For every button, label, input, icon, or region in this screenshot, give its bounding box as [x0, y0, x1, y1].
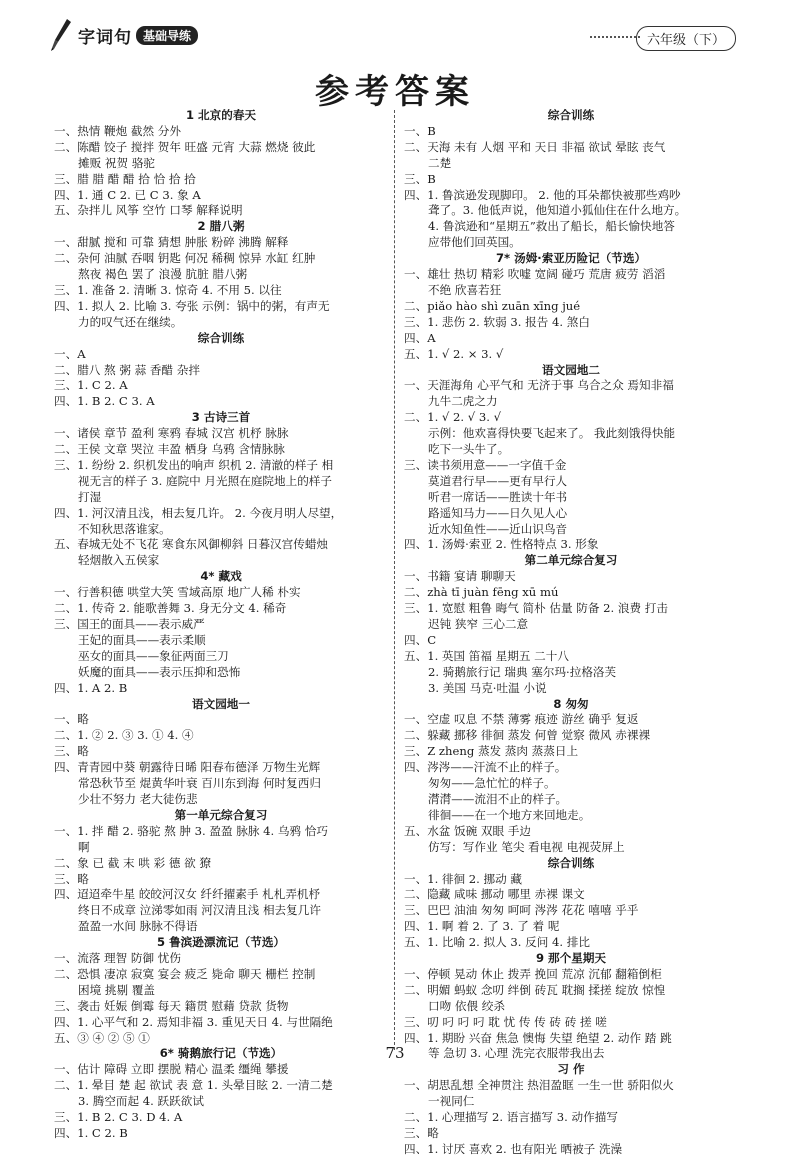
answer-line: 徘徊——在一个地方来回地走。 [428, 807, 591, 822]
answer-line: 一、诸侯 章节 盈利 寒鸦 春城 汉宫 机杼 脉脉 [54, 426, 289, 441]
answer-line: 一、天涯海角 心平气和 无济于事 乌合之众 焉知非福 [404, 378, 674, 393]
answer-line: 五、春城无处不飞花 寒食东风御柳斜 日暮汉宫传蜡烛 [54, 537, 329, 552]
answer-line: 二、躲藏 挪移 徘徊 蒸发 何曾 觉察 微风 赤裸裸 [404, 728, 651, 743]
section-heading: 6* 骑鹅旅行记（节选） [159, 1046, 283, 1061]
answer-line: 4. 鲁滨逊和“星期五”救出了船长，船长愉快地答 [428, 219, 675, 234]
section-heading: 1 北京的春天 [185, 108, 257, 122]
answer-line: 四、1. 汤姆·索亚 2. 性格特点 3. 形象 [404, 537, 599, 552]
section-heading: 第二单元综合复习 [524, 553, 618, 568]
column-divider [394, 110, 395, 1050]
answer-line: 三、略 [404, 1126, 439, 1140]
answer-line: 三、1. 宽慰 粗鲁 晦气 简朴 估量 防备 2. 浪费 打击 [404, 601, 668, 616]
answer-line: 常恐秋节至 焜黄华叶衰 百川东到海 何时复西归 [78, 776, 321, 791]
answer-line: 吃下一头牛了。 [428, 442, 510, 457]
answer-line: 一、行善积德 哄堂大笑 雪域高原 地广人稀 朴实 [54, 585, 301, 600]
answer-line: 四、1. 讨厌 喜欢 2. 也有阳光 晒被子 洗澡 [404, 1141, 623, 1156]
answer-line: 一、书籍 宴请 聊聊天 [404, 569, 516, 584]
answer-line: 一、1. 徘徊 2. 挪动 藏 [404, 871, 523, 886]
answer-line: 二、1. 传奇 2. 能歌善舞 3. 身无分文 4. 稀奇 [54, 601, 287, 616]
brush-pen-icon [50, 18, 72, 52]
answer-line: 二楚 [428, 155, 452, 170]
answer-line: 一、胡思乱想 全神贯注 热泪盈眶 一生一世 骄阳似火 [404, 1078, 674, 1093]
section-heading: 4* 藏戏 [200, 569, 242, 584]
answer-line: 四、1. 啊 着 2. 了 3. 了 着 呢 [404, 919, 560, 934]
answer-line: 三、1. 准备 2. 清晰 3. 惊奇 4. 不用 5. 以往 [54, 282, 282, 297]
answer-line: 二、陈醋 饺子 搅拌 贺年 旺盛 元宵 大蒜 燃烧 彼此 [54, 139, 316, 154]
answer-line: 四、1. 拟人 2. 比喻 3. 夸张 示例：锅中的粥，有声无 [54, 298, 330, 313]
answer-line: 三、腊 腊 醋 醋 拾 恰 拾 拾 [54, 171, 196, 186]
section-heading: 3 古诗三首 [191, 410, 251, 425]
section-heading: 5 鲁滨逊漂流记（节选） [156, 935, 286, 950]
answer-line: 三、1. B 2. C 3. D 4. A [54, 1110, 183, 1125]
answer-line: 二、1. 晕目 楚 起 欲试 表 意 1. 头晕目眩 2. 一清二楚 [54, 1078, 333, 1093]
answer-line: 二、1. 心理描写 2. 语言描写 3. 动作描写 [404, 1110, 618, 1125]
answer-line: 一、B [404, 123, 436, 138]
answer-line: 二、隐藏 咸味 挪动 哪里 赤裸 课文 [404, 887, 585, 902]
answer-line: 不知秋思落谁家。 [78, 521, 171, 536]
answer-line: 四、1. A 2. B [54, 680, 128, 695]
answer-line: 一、略 [54, 712, 89, 727]
answer-line: 四、1. 河汉清且浅，相去复几许。 2. 今夜月明人尽望， [54, 505, 343, 520]
answer-line: 二、zhà tī juàn fēng xū mú [404, 585, 559, 600]
answer-line: 示例：他欢喜得快要飞起来了。 我此刻饿得快能 [428, 426, 676, 441]
answer-line: 近水知鱼性——近山识鸟音 [428, 521, 568, 536]
section-heading: 9 那个星期天 [535, 951, 607, 966]
brand-badge: 基础导练 [136, 26, 198, 45]
answer-line: 二、象 已 截 末 哄 彩 德 欲 獠 [54, 855, 212, 870]
answer-line: 二、piǎo hào shì zuān xīng jué [404, 298, 581, 313]
answer-line: 四、1. B 2. C 3. A [54, 394, 155, 409]
section-heading: 第一单元综合复习 [174, 807, 268, 822]
answer-line: 莫道君行早——更有早行人 [428, 473, 568, 488]
answer-line: 3. 腾空而起 4. 跃跃欲试 [78, 1094, 204, 1109]
section-heading: 习 作 [557, 1062, 585, 1077]
answer-line: 一、A [54, 346, 86, 361]
answer-line: 轻烟散入五侯家 [78, 553, 160, 568]
grade-label: 六年级（下） [636, 26, 736, 51]
answer-line: 三、国王的面具——表示威严 [54, 617, 205, 631]
answers-left-column [54, 108, 388, 1142]
answer-line: 一、估计 障碍 立即 摆脱 精心 温柔 缰绳 攀援 [54, 1062, 289, 1077]
answers-right-column [404, 108, 738, 1158]
answer-line: 匆匆——急忙忙的样子。 [428, 776, 556, 791]
section-heading: 语文园地一 [192, 696, 250, 711]
answer-line: 三、略 [54, 744, 89, 759]
answer-line: 二、1. ② 2. ③ 3. ① 4. ④ [54, 728, 194, 743]
answer-line: 四、C [404, 632, 437, 647]
answer-line: 打湿 [78, 489, 102, 504]
answer-line: 聋了。3. 他低声说，他知道小狐仙住在什么地方。 [428, 203, 687, 218]
answer-line: 一、流落 理智 防御 忧伤 [54, 951, 181, 966]
answer-line: 盈盈一水间 脉脉不得语 [78, 919, 198, 934]
page-number: 73 [385, 1044, 405, 1062]
section-heading: 语文园地二 [542, 362, 600, 377]
answer-line: 一、停顿 晃动 休止 拨弄 挽回 荒凉 沉郁 翻箱倒柜 [404, 966, 662, 981]
brand-name: 字词句 [78, 27, 132, 48]
answer-line: 不绝 欣喜若狂 [428, 282, 502, 297]
answer-line: 三、巴巴 油油 匆匆 呵呵 涔涔 花花 嘻嘻 乎乎 [404, 903, 639, 918]
answer-line: 二、腊八 熬 粥 蒜 香醋 杂拌 [54, 362, 200, 377]
answer-line: 三、Z zheng 蒸发 蒸肉 蒸蒸日上 [404, 744, 579, 759]
answer-line: 力的叹气还在继续。 [78, 314, 183, 329]
section-heading: 综合训练 [547, 108, 595, 122]
answer-line: 三、略 [54, 871, 89, 886]
answer-line: 五、杂拌儿 风筝 空竹 口琴 解释说明 [54, 203, 243, 218]
answer-line: 巫女的面具——象征两面三刀 [78, 648, 229, 663]
answer-line: 王妃的面具——表示柔顺 [78, 632, 206, 647]
answer-line: 五、1. 比喻 2. 拟人 3. 反问 4. 排比 [404, 935, 590, 950]
answer-line: 3. 美国 马克·吐温 小说 [428, 680, 547, 695]
answer-line: 少壮不努力 老大徒伤悲 [78, 791, 198, 806]
answer-line: 三、1. 纷纷 2. 织机发出的响声 织机 2. 清澈的样子 相 [54, 457, 334, 472]
answer-line: 九牛二虎之力 [428, 394, 498, 409]
section-heading: 7* 汤姆·索亚历险记（节选） [495, 251, 647, 266]
answer-line: 一、空虚 叹息 不禁 薄雾 痕迹 游丝 确乎 复返 [404, 712, 639, 727]
answer-line: 2. 骑鹅旅行记 瑞典 塞尔玛·拉格洛芙 [428, 664, 617, 679]
answer-line: 等 急切 3. 心理 洗完衣服带我出去 [428, 1046, 605, 1061]
answer-line: 四、迢迢牵牛星 皎皎河汉女 纤纤擢素手 札札弄机杼 [54, 887, 321, 902]
answer-line: 五、③ ④ ② ⑤ ① [54, 1030, 150, 1045]
page-title: 参考答案 [315, 72, 475, 112]
answer-line: 四、涔涔——汗流不止的样子。 [404, 760, 567, 775]
section-heading: 综合训练 [197, 330, 245, 345]
answer-line: 口吻 依偎 绞杀 [428, 998, 505, 1013]
answer-line: 四、1. 鲁滨逊发现脚印。 2. 他的耳朵都快被那些鸡吵 [404, 187, 681, 202]
answer-line: 困境 挑剔 覆盖 [78, 982, 155, 997]
answer-line: 四、1. 心平气和 2. 焉知非福 3. 重见天日 4. 与世隔绝 [54, 1014, 333, 1029]
answer-line: 一、雄壮 热切 精彩 吹嘘 宽阔 碰巧 荒唐 疲劳 滔滔 [404, 267, 666, 282]
section-heading: 8 匆匆 [553, 696, 589, 711]
answer-line: 路遥知马力——日久见人心 [428, 505, 568, 520]
page-header [0, 0, 790, 60]
answer-line: 听君一席话——胜读十年书 [428, 489, 568, 504]
answer-line: 终日不成章 泣涕零如雨 河汉清且浅 相去复几许 [78, 903, 321, 918]
answer-line: 三、叨 叼 叼 叼 耽 忧 传 传 砖 砖 搓 嗟 [404, 1014, 607, 1029]
answer-line: 视无言的样子 3. 庭院中 月光照在庭院地上的样子 [78, 473, 332, 488]
answer-line: 潸潸——流泪不止的样子。 [428, 791, 568, 806]
answer-line: 仿写：写作业 笔尖 看电视 电视荧屏上 [428, 839, 625, 854]
answer-line: 二、王侯 文章 哭泣 丰盈 栖身 乌鸦 含情脉脉 [54, 442, 285, 457]
answer-line: 三、B [404, 171, 436, 186]
answer-line: 二、恐惧 凄凉 寂寞 宴会 疲乏 毙命 聊天 栅栏 控制 [54, 966, 316, 981]
answer-line: 一、1. 拌 醋 2. 骆驼 熬 肿 3. 盈盈 脉脉 4. 乌鸦 恰巧 [54, 823, 328, 838]
answer-line: 摊贩 祝贺 骆驼 [78, 155, 155, 170]
answer-line: 四、青青园中葵 朝露待日晞 阳春布德泽 万物生光辉 [54, 760, 321, 775]
answer-line: 一、甜腻 搅和 可靠 猜想 肿胀 粉碎 沸腾 解释 [54, 235, 289, 250]
answer-line: 二、天海 未有 人烟 平和 天日 非福 欲试 晕眩 丧气 [404, 139, 666, 154]
answer-line: 熬夜 褐色 罢了 浪漫 肮脏 腊八粥 [78, 267, 248, 282]
answer-line: 五、1. 英国 笛福 星期五 二十八 [404, 648, 569, 663]
answer-line: 三、读书须用意——一字值千金 [404, 457, 567, 472]
answer-line: 四、A [404, 330, 436, 345]
answer-line: 妖魔的面具——表示压抑和恐怖 [78, 664, 241, 679]
answer-line: 迟钝 狭窄 三心二意 [428, 617, 529, 631]
section-heading: 综合训练 [547, 855, 595, 870]
answer-line: 三、1. 悲伤 2. 软弱 3. 报告 4. 煞白 [404, 314, 590, 329]
answer-line: 二、杂何 油腻 吞咽 钥匙 何况 稀稠 惊异 水缸 红肿 [54, 251, 316, 266]
answer-line: 三、1. C 2. A [54, 378, 128, 393]
answer-line: 三、袭击 妊娠 倒霉 每天 籍贯 慰藉 贷款 货物 [54, 998, 289, 1013]
header-dots [590, 36, 640, 38]
answer-line: 一视同仁 [428, 1094, 475, 1109]
answer-line: 啊 [78, 839, 90, 854]
answer-line: 一、热情 鞭炮 截然 分外 [54, 123, 181, 138]
answer-line: 五、水盆 饭碗 双眼 手边 [404, 823, 531, 838]
brand [50, 18, 198, 52]
answer-line: 二、1. √ 2. √ 3. √ [404, 410, 501, 425]
answer-line: 四、1. 通 C 2. 已 C 3. 象 A [54, 187, 201, 202]
answer-line: 四、1. 期盼 兴奋 焦急 懊悔 失望 绝望 2. 动作 踏 跳 [404, 1030, 672, 1045]
answer-line: 五、1. √ 2. × 3. √ [404, 346, 504, 361]
answer-line: 四、1. C 2. B [54, 1126, 128, 1140]
section-heading: 2 腊八粥 [197, 219, 245, 234]
answer-line: 应带他们回英国。 [428, 235, 521, 250]
answer-line: 二、明媚 蚂蚁 念叨 绊倒 砖瓦 耽搁 揉搓 绽放 惊惶 [404, 982, 666, 997]
